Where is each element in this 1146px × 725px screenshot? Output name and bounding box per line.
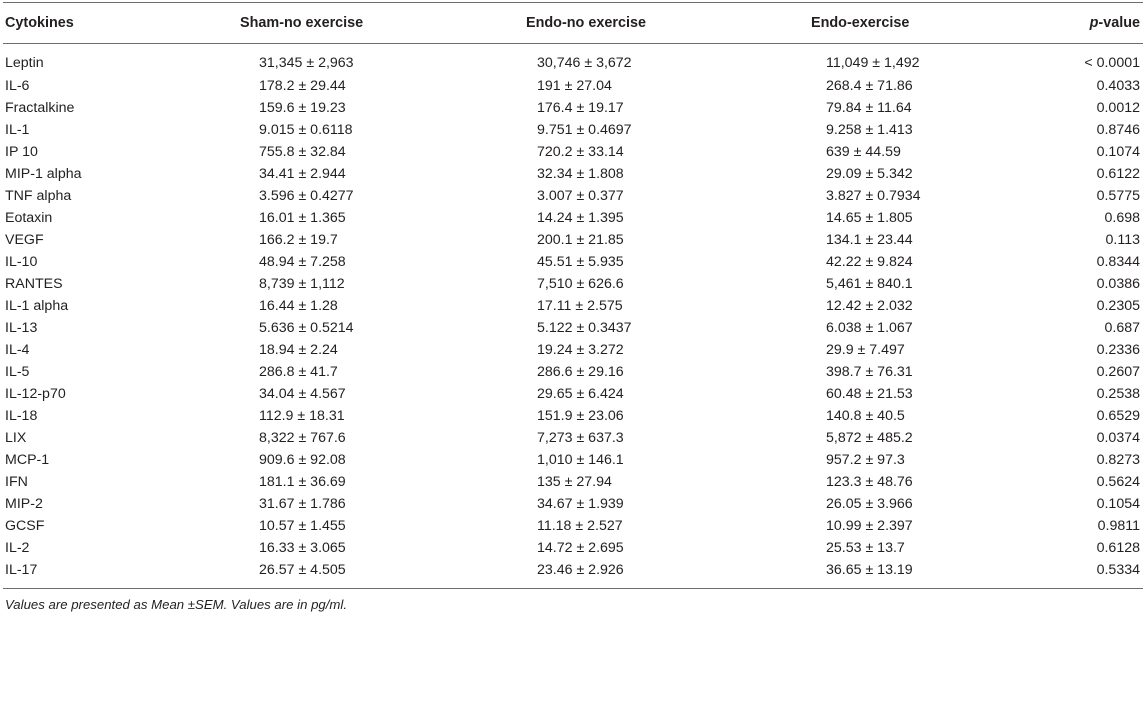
cell-sham-no-exercise: 16.44 ± 1.28 <box>259 298 338 314</box>
cell-sham-no-exercise: 16.01 ± 1.365 <box>259 210 346 226</box>
cell-cytokine-name: TNF alpha <box>5 188 72 204</box>
table-row <box>3 537 1143 559</box>
cell-endo-exercise: 12.42 ± 2.032 <box>826 298 913 314</box>
cell-p-value: 0.5334 <box>1096 562 1140 578</box>
cell-cytokine-name: IL-12-p70 <box>5 386 66 402</box>
cell-endo-exercise: 14.65 ± 1.805 <box>826 210 913 226</box>
cytokine-table-container <box>3 0 1143 612</box>
cell-endo-exercise: 11,049 ± 1,492 <box>826 55 920 71</box>
cell-sham-no-exercise: 909.6 ± 92.08 <box>259 452 346 468</box>
cell-endo-no-exercise: 14.24 ± 1.395 <box>537 210 624 226</box>
header-p-value <box>968 3 1143 44</box>
cell-endo-exercise: 60.48 ± 21.53 <box>826 386 913 402</box>
cell-p-value: 0.0374 <box>1096 430 1140 446</box>
cell-endo-no-exercise: 34.67 ± 1.939 <box>537 496 624 512</box>
table-row <box>3 493 1143 515</box>
cell-endo-exercise: 29.9 ± 7.497 <box>826 342 905 358</box>
table-row <box>3 515 1143 537</box>
cell-sham-no-exercise: 10.57 ± 1.455 <box>259 518 346 534</box>
table-row <box>3 141 1143 163</box>
cell-endo-no-exercise: 23.46 ± 2.926 <box>537 562 624 578</box>
cell-p-value: 0.5624 <box>1096 474 1140 490</box>
table-row <box>3 361 1143 383</box>
cell-cytokine-name: RANTES <box>5 276 63 292</box>
cell-p-value: 0.2607 <box>1096 364 1140 380</box>
header-row <box>3 3 1143 44</box>
table-row <box>3 44 1143 76</box>
cell-endo-no-exercise: 30,746 ± 3,672 <box>537 55 632 71</box>
cell-p-value: 0.0012 <box>1096 100 1140 116</box>
cell-p-value: 0.4033 <box>1096 78 1140 94</box>
cell-endo-exercise: 134.1 ± 23.44 <box>826 232 913 248</box>
cell-endo-no-exercise: 151.9 ± 23.06 <box>537 408 624 424</box>
cell-cytokine-name: IL-1 <box>5 122 30 138</box>
cell-endo-exercise: 42.22 ± 9.824 <box>826 254 913 270</box>
cell-sham-no-exercise: 8,322 ± 767.6 <box>259 430 346 446</box>
cell-cytokine-name: IL-2 <box>5 540 30 556</box>
table-bottom-rule <box>3 588 1143 589</box>
header-sham-no-exercise: Sham-no exercise <box>240 15 364 31</box>
cell-sham-no-exercise: 166.2 ± 19.7 <box>259 232 338 248</box>
cell-p-value: 0.5775 <box>1096 188 1140 204</box>
cell-endo-no-exercise: 11.18 ± 2.527 <box>537 518 623 534</box>
header-endo-exercise: Endo-exercise <box>811 15 910 31</box>
cell-p-value: 0.0386 <box>1096 276 1140 292</box>
cell-endo-exercise: 123.3 ± 48.76 <box>826 474 913 490</box>
cell-endo-no-exercise: 9.751 ± 0.4697 <box>537 122 632 138</box>
table-row <box>3 119 1143 141</box>
cell-sham-no-exercise: 16.33 ± 3.065 <box>259 540 346 556</box>
cell-endo-no-exercise: 191 ± 27.04 <box>537 78 612 94</box>
cell-p-value: < 0.0001 <box>1084 55 1140 71</box>
cell-endo-exercise: 25.53 ± 13.7 <box>826 540 905 556</box>
cell-sham-no-exercise: 9.015 ± 0.6118 <box>259 122 353 138</box>
cell-sham-no-exercise: 112.9 ± 18.31 <box>259 408 345 424</box>
cell-p-value: 0.6128 <box>1096 540 1140 556</box>
cell-endo-no-exercise: 286.6 ± 29.16 <box>537 364 624 380</box>
table-row <box>3 559 1143 581</box>
cell-p-value: 0.8746 <box>1096 122 1140 138</box>
cell-sham-no-exercise: 286.8 ± 41.7 <box>259 364 338 380</box>
cell-cytokine-name: IL-1 alpha <box>5 298 69 314</box>
cell-p-value: 0.6122 <box>1096 166 1140 182</box>
cell-sham-no-exercise: 48.94 ± 7.258 <box>259 254 346 270</box>
cell-sham-no-exercise: 159.6 ± 19.23 <box>259 100 346 116</box>
table-row <box>3 273 1143 295</box>
cell-endo-exercise: 140.8 ± 40.5 <box>826 408 905 424</box>
cell-endo-exercise: 36.65 ± 13.19 <box>826 562 913 578</box>
cell-p-value: 0.1054 <box>1096 496 1140 512</box>
cell-cytokine-name: MIP-1 alpha <box>5 166 82 182</box>
cell-cytokine-name: IFN <box>5 474 28 490</box>
cell-p-value: 0.8344 <box>1096 254 1140 270</box>
cell-endo-no-exercise: 29.65 ± 6.424 <box>537 386 624 402</box>
cell-cytokine-name: IL-13 <box>5 320 38 336</box>
cell-cytokine-name: Fractalkine <box>5 100 75 116</box>
cell-cytokine-name: IL-4 <box>5 342 30 358</box>
cell-sham-no-exercise: 18.94 ± 2.24 <box>259 342 338 358</box>
table-row <box>3 207 1143 229</box>
cell-endo-no-exercise: 7,273 ± 637.3 <box>537 430 624 446</box>
cell-sham-no-exercise: 181.1 ± 36.69 <box>259 474 346 490</box>
cell-endo-exercise: 79.84 ± 11.64 <box>826 100 912 116</box>
table-row <box>3 97 1143 119</box>
table-row <box>3 229 1143 251</box>
cell-endo-exercise: 9.258 ± 1.413 <box>826 122 913 138</box>
table-row <box>3 427 1143 449</box>
table-row <box>3 405 1143 427</box>
cell-p-value: 0.113 <box>1105 232 1140 248</box>
cell-endo-no-exercise: 45.51 ± 5.935 <box>537 254 624 270</box>
cell-endo-exercise: 5,872 ± 485.2 <box>826 430 913 446</box>
cell-endo-exercise: 268.4 ± 71.86 <box>826 78 913 94</box>
table-row <box>3 449 1143 471</box>
cell-cytokine-name: VEGF <box>5 232 44 248</box>
cell-p-value: 0.8273 <box>1096 452 1140 468</box>
table-row <box>3 75 1143 97</box>
cell-p-value: 0.6529 <box>1096 408 1140 424</box>
table-row <box>3 383 1143 405</box>
cell-cytokine-name: IL-10 <box>5 254 38 270</box>
cell-cytokine-name: LIX <box>5 430 27 446</box>
cell-p-value: 0.698 <box>1104 210 1140 226</box>
cell-cytokine-name: MIP-2 <box>5 496 43 512</box>
cell-endo-exercise: 639 ± 44.59 <box>826 144 901 160</box>
table-row <box>3 317 1143 339</box>
cell-sham-no-exercise: 34.04 ± 4.567 <box>259 386 346 402</box>
cell-sham-no-exercise: 26.57 ± 4.505 <box>259 562 346 578</box>
cell-p-value: 0.9811 <box>1097 518 1140 534</box>
cell-endo-no-exercise: 7,510 ± 626.6 <box>537 276 624 292</box>
header-p-suffix: -value <box>1098 15 1140 31</box>
cell-sham-no-exercise: 178.2 ± 29.44 <box>259 78 346 94</box>
table-row <box>3 295 1143 317</box>
cell-endo-no-exercise: 19.24 ± 3.272 <box>537 342 624 358</box>
table-row <box>3 471 1143 493</box>
header-cytokines: Cytokines <box>5 15 74 31</box>
cell-cytokine-name: IL-17 <box>5 562 38 578</box>
cell-cytokine-name: MCP-1 <box>5 452 50 468</box>
cell-cytokine-name: IP 10 <box>5 144 38 160</box>
cell-p-value: 0.2336 <box>1096 342 1140 358</box>
table-body <box>3 44 1143 582</box>
table-header <box>3 3 1143 44</box>
cell-p-value: 0.2538 <box>1096 386 1140 402</box>
cell-cytokine-name: Eotaxin <box>5 210 53 226</box>
cell-cytokine-name: GCSF <box>5 518 45 534</box>
cell-p-value: 0.687 <box>1104 320 1140 336</box>
cell-p-value: 0.2305 <box>1096 298 1140 314</box>
cell-sham-no-exercise: 34.41 ± 2.944 <box>259 166 346 182</box>
cell-endo-no-exercise: 14.72 ± 2.695 <box>537 540 624 556</box>
cell-endo-exercise: 957.2 ± 97.3 <box>826 452 905 468</box>
table-footnote: Values are presented as Mean ±SEM. Values are in pg/ml. <box>5 597 347 612</box>
cell-endo-no-exercise: 200.1 ± 21.85 <box>537 232 624 248</box>
cell-sham-no-exercise: 8,739 ± 1,112 <box>259 276 345 292</box>
cell-endo-exercise: 3.827 ± 0.7934 <box>826 188 921 204</box>
cell-endo-exercise: 6.038 ± 1.067 <box>826 320 913 336</box>
cell-endo-exercise: 5,461 ± 840.1 <box>826 276 913 292</box>
cell-endo-no-exercise: 32.34 ± 1.808 <box>537 166 624 182</box>
cell-cytokine-name: IL-6 <box>5 78 30 94</box>
cell-endo-no-exercise: 17.11 ± 2.575 <box>537 298 623 314</box>
cell-cytokine-name: Leptin <box>5 55 44 71</box>
cell-endo-no-exercise: 176.4 ± 19.17 <box>537 100 624 116</box>
cell-cytokine-name: IL-5 <box>5 364 30 380</box>
table-row <box>3 339 1143 361</box>
header-p-letter: p <box>1089 15 1099 31</box>
cytokine-table <box>3 2 1143 581</box>
cell-endo-no-exercise: 1,010 ± 146.1 <box>537 452 624 468</box>
cell-p-value: 0.1074 <box>1096 144 1140 160</box>
cell-endo-exercise: 10.99 ± 2.397 <box>826 518 913 534</box>
table-row <box>3 163 1143 185</box>
cell-sham-no-exercise: 31.67 ± 1.786 <box>259 496 346 512</box>
cell-sham-no-exercise: 3.596 ± 0.4277 <box>259 188 354 204</box>
cell-endo-exercise: 26.05 ± 3.966 <box>826 496 913 512</box>
header-endo-no-exercise: Endo-no exercise <box>526 15 646 31</box>
table-row <box>3 251 1143 273</box>
cell-endo-exercise: 398.7 ± 76.31 <box>826 364 913 380</box>
cell-endo-no-exercise: 720.2 ± 33.14 <box>537 144 624 160</box>
cell-sham-no-exercise: 755.8 ± 32.84 <box>259 144 346 160</box>
cell-endo-exercise: 29.09 ± 5.342 <box>826 166 913 182</box>
cell-cytokine-name: IL-18 <box>5 408 38 424</box>
cell-sham-no-exercise: 5.636 ± 0.5214 <box>259 320 354 336</box>
cell-endo-no-exercise: 135 ± 27.94 <box>537 474 612 490</box>
table-row <box>3 185 1143 207</box>
cell-endo-no-exercise: 3.007 ± 0.377 <box>537 188 624 204</box>
cell-sham-no-exercise: 31,345 ± 2,963 <box>259 55 354 71</box>
cell-endo-no-exercise: 5.122 ± 0.3437 <box>537 320 632 336</box>
